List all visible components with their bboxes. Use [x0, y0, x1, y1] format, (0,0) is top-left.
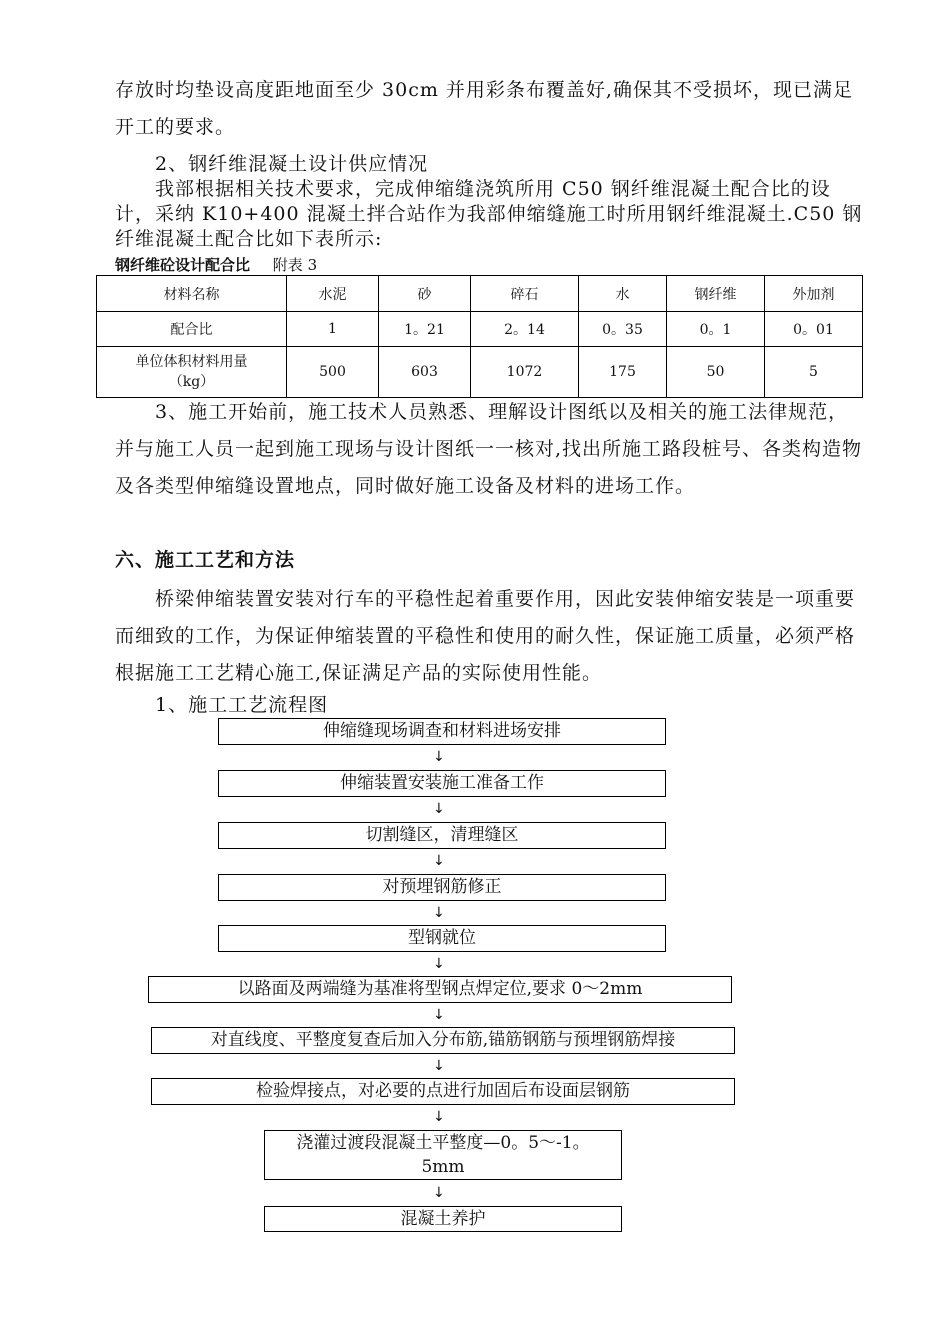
flow-step-1: 伸缩缝现场调查和材料进场安排 — [218, 718, 666, 745]
flow-arrow-icon: ↓ — [433, 1185, 445, 1201]
table-header-cell: 水 — [579, 276, 667, 312]
table-row-ratio — [97, 312, 863, 347]
table-header-cell: 砂 — [379, 276, 471, 312]
table-cell: 2。14 — [471, 312, 579, 347]
flow-step-4: 对预埋钢筋修正 — [218, 874, 666, 901]
table-cell: 603 — [379, 347, 471, 398]
table-cell: 1072 — [471, 347, 579, 398]
table-cell-unit-label — [97, 347, 287, 398]
paragraph-bridge-expansion: 桥梁伸缩装置安装对行车的平稳性起着重要作用，因此安装伸缩安装是一项重要而细致的工作，为保证伸缩装置的平稳性和使用的耐久性，保证施工质量，必须严格根据施工工艺精心施工,保证满足产品的实际使用性能。 — [115, 588, 856, 684]
table-cell: 配合比 — [97, 312, 287, 347]
flow-step-10: 混凝土养护 — [264, 1206, 622, 1232]
flow-step-9: 浇灌过渡段混凝土平整度—0。5～-1。5mm — [264, 1130, 622, 1180]
flow-arrow-icon: ↓ — [433, 1007, 445, 1023]
subheading-steel-fiber-supply: 2、钢纤维混凝土设计供应情况 — [155, 153, 429, 175]
table-cell: 1 — [287, 312, 379, 347]
flow-step-3: 切割缝区，清理缝区 — [218, 822, 666, 849]
flow-step-8: 检验焊接点，对必要的点进行加固后布设面层钢筋 — [151, 1078, 735, 1105]
table-header-cell: 碎石 — [471, 276, 579, 312]
table-header-row — [97, 276, 863, 312]
table-cell: 0。1 — [667, 312, 765, 347]
table-header-cell: 材料名称 — [97, 276, 287, 312]
flow-arrow-icon: ↓ — [433, 853, 445, 869]
unit-label-line1: 单位体积材料用量 — [135, 354, 248, 370]
flow-step-5: 型钢就位 — [218, 925, 666, 952]
flow-step-2: 伸缩装置安装施工准备工作 — [218, 770, 666, 797]
unit-label-line2: （kg） — [168, 374, 215, 390]
flow-arrow-icon: ↓ — [433, 1109, 445, 1125]
table-caption — [115, 254, 317, 275]
table-caption-note: 附表 3 — [272, 256, 318, 274]
table-cell: 0。35 — [579, 312, 667, 347]
table-header-cell: 水泥 — [287, 276, 379, 312]
table-caption-title: 钢纤维砼设计配合比 — [115, 256, 251, 274]
table-cell: 5 — [765, 347, 863, 398]
flow-step-7: 对直线度、平整度复查后加入分布筋,锚筋钢筋与预埋钢筋焊接 — [151, 1027, 735, 1054]
flow-arrow-icon: ↓ — [433, 1058, 445, 1074]
flow-arrow-icon: ↓ — [433, 801, 445, 817]
table-row-unit-amount — [97, 347, 863, 398]
mix-ratio-table — [96, 275, 863, 398]
table-header-cell: 外加剂 — [765, 276, 863, 312]
table-cell: 500 — [287, 347, 379, 398]
flow-arrow-icon: ↓ — [433, 905, 445, 921]
flow-arrow-icon: ↓ — [433, 749, 445, 765]
table-header-cell: 钢纤维 — [667, 276, 765, 312]
flow-step-6: 以路面及两端缝为基准将型钢点焊定位,要求 0～2mm — [148, 976, 732, 1003]
table-cell: 50 — [667, 347, 765, 398]
table-cell: 175 — [579, 347, 667, 398]
table-cell: 1。21 — [379, 312, 471, 347]
paragraph-mix-design: 我部根据相关技术要求，完成伸缩缝浇筑所用 C50 钢纤维混凝土配合比的设计，采纳 K10+400 混凝土拌合站作为我部伸缩缝施工时所用钢纤维混凝土.C50 钢纤维混凝土配合比如下表所示: — [115, 178, 863, 250]
paragraph-storage: 存放时均垫设高度距地面至少 30cm 并用彩条布覆盖好,确保其不受损坏，现已满足开工的要求。 — [115, 79, 853, 138]
paragraph-preparation: 3、施工开始前，施工技术人员熟悉、理解设计图纸以及相关的施工法律规范，并与施工人员一起到施工现场与设计图纸一一核对,找出所施工路段桩号、各类构造物及各类型伸缩缝设置地点，同时做好施工设备及材料的进场工作。 — [115, 401, 863, 497]
flow-arrow-icon: ↓ — [433, 956, 445, 972]
section-heading-6: 六、施工工艺和方法 — [115, 549, 296, 571]
subheading-process-flow: 1、施工工艺流程图 — [155, 694, 329, 716]
table-cell: 0。01 — [765, 312, 863, 347]
